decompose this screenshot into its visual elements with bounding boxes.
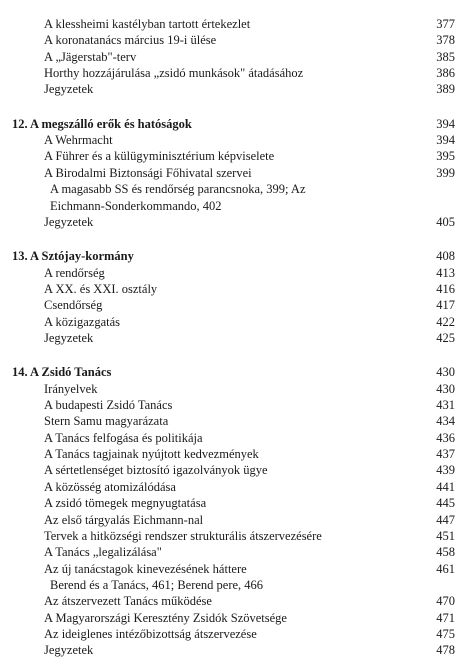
page-number: 471	[436, 610, 455, 625]
toc-entry	[0, 148, 470, 164]
page-number: 458	[436, 545, 455, 560]
toc-entry	[0, 314, 470, 330]
page-number: 422	[436, 314, 455, 329]
entry-title: Horthy hozzájárulása „zsidó munkások" átadásához	[44, 66, 304, 81]
entry-title: Eichmann-Sonderkommando, 402	[50, 198, 222, 213]
toc-entry	[0, 214, 470, 230]
entry-title: A sértetlenséget biztosító igazolványok ügye	[44, 463, 268, 478]
entry-title: Az első tárgyalás Eichmann-nal	[44, 512, 204, 527]
entry-title: A Führer és a külügyminisztérium képviselete	[44, 149, 275, 164]
entry-title: A Wehrmacht	[44, 133, 113, 148]
entry-title: Jegyzetek	[44, 82, 94, 97]
toc-entry	[0, 462, 470, 478]
toc-entry	[0, 413, 470, 429]
toc-entry	[0, 49, 470, 65]
toc-entry	[0, 132, 470, 148]
toc-entry	[0, 495, 470, 511]
page-number: 437	[436, 447, 455, 462]
entry-title: Irányelvek	[44, 381, 98, 396]
entry-title: A XX. és XXI. osztály	[44, 281, 158, 296]
entry-title: A Tanács felfogása és politikája	[44, 430, 203, 445]
page-number: 430	[436, 381, 455, 396]
entry-title: Jegyzetek	[44, 643, 94, 658]
entry-title: A közösség atomizálódása	[44, 479, 176, 494]
page-number: 416	[436, 281, 455, 296]
page-number: 451	[436, 528, 455, 543]
chapter-heading	[0, 116, 470, 132]
page-number: 447	[436, 512, 455, 527]
toc-entry	[0, 626, 470, 642]
page-number: 417	[436, 298, 455, 313]
toc-entry	[0, 65, 470, 81]
chapter-heading	[0, 248, 470, 264]
page-number: 385	[436, 49, 455, 64]
page-number: 436	[436, 430, 455, 445]
page-number: 461	[436, 561, 455, 576]
toc-subentry	[0, 181, 470, 197]
toc-entry	[0, 479, 470, 495]
toc-entry	[0, 430, 470, 446]
toc-entry	[0, 297, 470, 313]
toc-entry	[0, 16, 470, 32]
page-number: 377	[436, 17, 455, 31]
entry-title: Az ideiglenes intézőbizottság átszervezése	[44, 626, 257, 641]
toc-entry	[0, 165, 470, 181]
entry-title: Stern Samu magyarázata	[44, 414, 169, 429]
entry-title: A zsidó tömegek megnyugtatása	[44, 496, 207, 511]
page-number: 445	[436, 496, 455, 511]
entry-title: Jegyzetek	[44, 331, 94, 345]
page-number: 389	[436, 82, 455, 97]
page-number: 386	[436, 66, 455, 81]
page-number: 408	[436, 249, 455, 264]
page-number: 405	[436, 214, 455, 229]
chapter-title: 12. A megszálló erők és hatóságok	[12, 116, 192, 131]
toc-entry	[0, 446, 470, 462]
page-number: 478	[436, 643, 455, 658]
page-number: 434	[436, 414, 455, 429]
page-number: 430	[436, 365, 455, 380]
toc-entry	[0, 381, 470, 397]
toc-entry	[0, 32, 470, 48]
page-number: 441	[436, 479, 455, 494]
entry-title: A Birodalmi Biztonsági Főhivatal szervei	[44, 165, 252, 180]
entry-title: A magasabb SS és rendőrség parancsnoka, 399; Az	[50, 182, 306, 197]
entry-title: Tervek a hitközségi rendszer strukturális átszervezésére	[44, 528, 322, 543]
entry-title: Jegyzetek	[44, 214, 94, 229]
toc-entry	[0, 281, 470, 297]
page-number: 470	[436, 594, 455, 609]
page-number: 395	[436, 149, 455, 164]
toc-entry	[0, 593, 470, 609]
chapter-heading	[0, 364, 470, 380]
entry-title: Az új tanácstagok kinevezésének háttere	[44, 561, 247, 576]
toc-entry	[0, 265, 470, 281]
toc-entry	[0, 528, 470, 544]
page-number: 425	[436, 331, 455, 345]
toc-subentry	[0, 577, 470, 593]
toc-entry	[0, 330, 470, 346]
page-number: 431	[436, 398, 455, 412]
entry-title: A Magyarországi Keresztény Zsidók Szövetsége	[44, 610, 287, 625]
toc-subentry	[0, 198, 470, 214]
entry-title: A Tanács „legalizálása"	[44, 545, 162, 560]
toc-entry	[0, 512, 470, 528]
entry-title: A közigazgatás	[44, 314, 121, 329]
page-number: 394	[436, 116, 455, 131]
page-number: 399	[436, 165, 455, 180]
entry-title: Berend és a Tanács, 461; Berend pere, 466	[50, 577, 264, 592]
toc-entry	[0, 397, 470, 413]
toc-entry	[0, 561, 470, 577]
page-number: 413	[436, 265, 455, 280]
entry-title: Csendőrség	[44, 298, 103, 313]
page-number: 439	[436, 463, 455, 478]
toc-entry	[0, 81, 470, 97]
entry-title: A klessheimi kastélyban tartott értekezlet	[44, 17, 251, 31]
chapter-title: 14. A Zsidó Tanács	[12, 365, 112, 380]
entry-title: A Tanács tagjainak nyújtott kedvezmények	[44, 447, 259, 462]
entry-title: A koronatanács március 19-i ülése	[44, 33, 217, 48]
entry-title: A „Jägerstab"-terv	[44, 49, 137, 64]
toc-entry	[0, 544, 470, 560]
entry-title: Az átszervezett Tanács működése	[44, 594, 212, 609]
page-number: 475	[436, 626, 455, 641]
chapter-title: 13. A Sztójay-kormány	[12, 249, 134, 264]
entry-title: A budapesti Zsidó Tanács	[44, 398, 173, 412]
entry-title: A rendőrség	[44, 265, 105, 280]
toc-entry	[0, 642, 470, 658]
page-number: 394	[436, 133, 455, 148]
toc-entry	[0, 610, 470, 626]
page-number: 378	[436, 33, 455, 48]
